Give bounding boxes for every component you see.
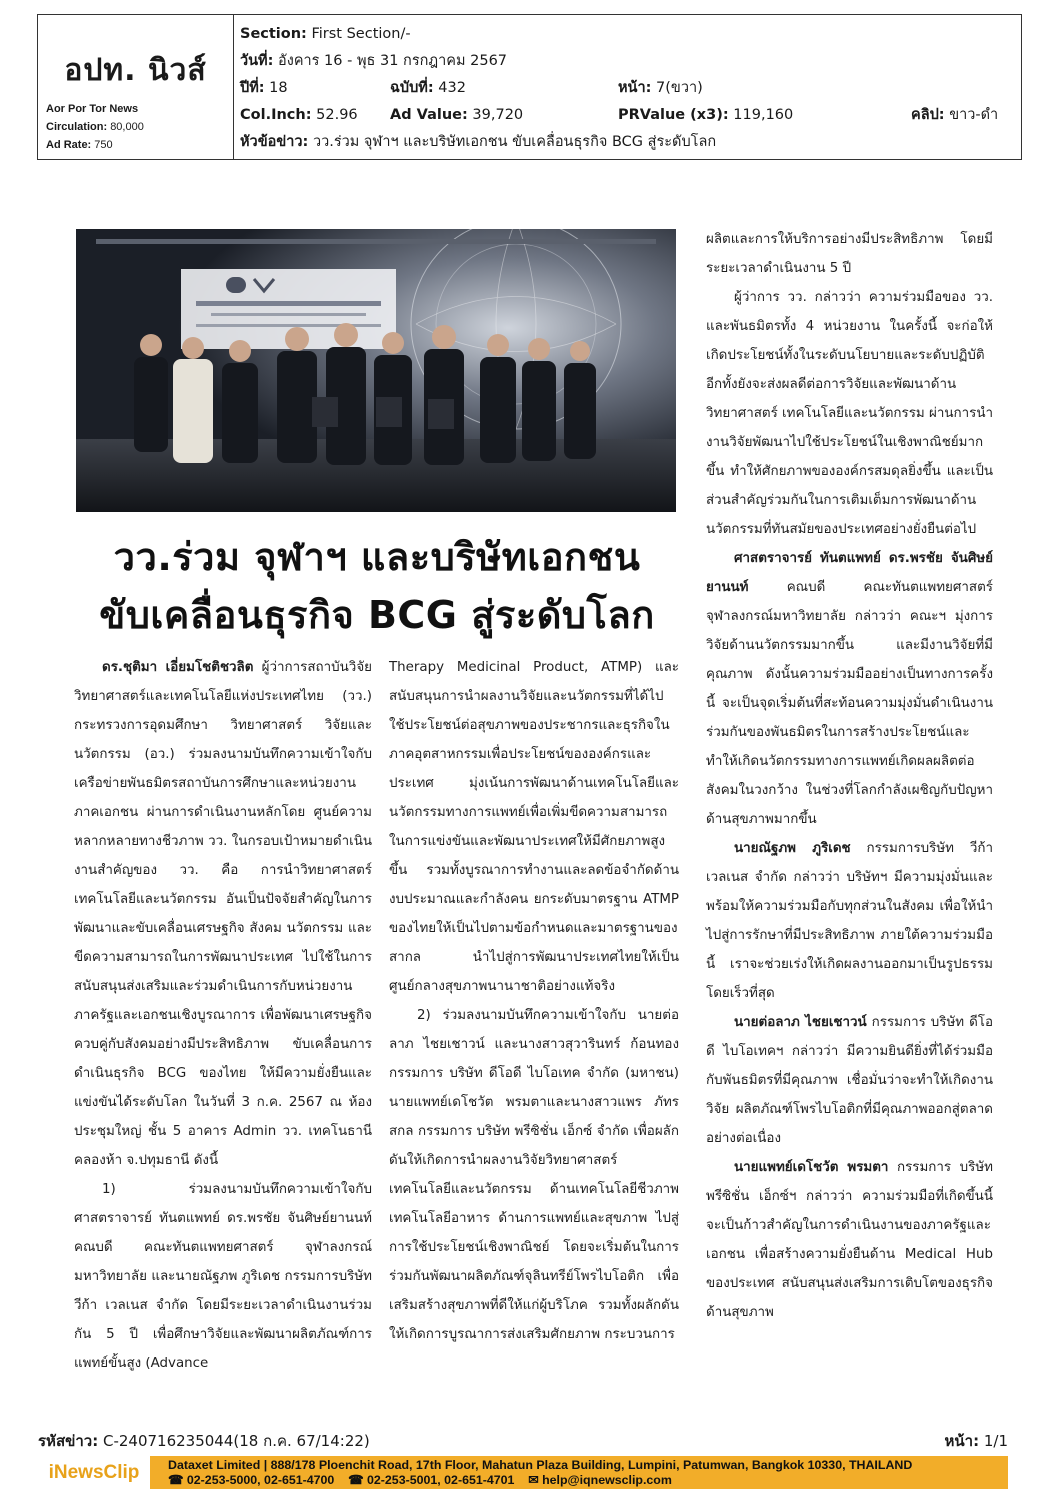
advalue-value: 39,720: [472, 107, 524, 123]
speaker-dod: นายต่อลาภ ไชยเชาวน์: [734, 1015, 867, 1030]
publication-meta: Aor Por Tor News Circulation: 80,000 Ad Rate: 750: [46, 103, 144, 151]
article-headline-line1: วว.ร่วม จุฬาฯ และบริษัทเอกชน: [113, 535, 641, 579]
publication-name: อปท. นิวส์: [64, 53, 207, 88]
section-value: First Section/-: [311, 26, 411, 42]
publication-block: [38, 15, 234, 159]
article-column-2: [389, 653, 679, 1349]
ad-rate-value: 750: [94, 139, 113, 151]
article-column-3: [706, 225, 993, 1327]
phone-icon: ☎: [168, 1473, 184, 1487]
company-phone: 02-253-5000, 02-651-4700: [186, 1473, 335, 1487]
company-email: help@iqnewsclip.com: [542, 1473, 672, 1487]
footer-bar: [38, 1456, 1008, 1489]
col2-paragraph-1: Therapy Medicinal Product, ATMP) และสนับสนุนการนำผลงานวิจัยและนวัตกรรมที่ได้ไปใช้ประโยชน์ต่อสุขภาพของประชากรและธุรกิจในภาคอุตสาหกรรมเพื่อประโยชน์ขององค์กรและประเทศ มุ่งเน้นการพัฒนาด้านเทคโนโลยีและนวัตกรรมทางการแพทย์เพื่อเพิ่มขีดความสามารถในการแข่งขันและพัฒนาประเทศให้มีศักยภาพสูงขึ้น รวมทั้งบูรณาการทำงานและลดข้อจำกัดด้านงบประมาณและกำลังคน ยกระดับมาตรฐาน ATMP ของไทยให้เป็นไปตามข้อกำหนดและมาตรฐานของสากล นำไปสู่การพัฒนาประเทศไทยให้เป็นศูนย์กลางสุขภาพนานาชาติอย่างแท้จริง: [389, 660, 679, 994]
date-value: อังคาร 16 - พุธ 31 กรกฎาคม 2567: [278, 53, 508, 69]
speaker-precision: นายแพทย์เดโชวัต พรมตา: [734, 1160, 889, 1175]
circulation-value: 80,000: [110, 121, 144, 133]
colinch-value: 52.96: [316, 107, 358, 123]
col3-paragraph-6: กรรมการ บริษัท พรีซิชั่น เอ็กซ์ฯ กล่าวว่า ความร่วมมือที่เกิดขึ้นนี้ จะเป็นก้าวสำคัญในการดำเนินงานของภาครัฐและเอกชน เพื่อสร้างความยั่งยืนด้าน Medical Hub ของประเทศ สนับสนุนส่งเสริมการเติบโตของธุรกิจด้านสุขภาพ: [706, 1160, 993, 1320]
clip-footer: รหัสข่าว: C-240716235044(18 ก.ค. 67/14:22) หน้า: 1/1: [38, 1432, 1008, 1450]
speaker-vega: นายณัฐภพ ภูริเดช: [734, 841, 851, 856]
company-address: Dataxet Limited | 888/178 Ploenchit Road, 17th Floor, Mahatun Plaza Building, Lumpini, Patumwan, Bangkok 10330, THAILAND: [168, 1458, 913, 1472]
article-headline-line2: ขับเคลื่อนธุรกิจ BCG สู่ระดับโลก: [99, 593, 655, 637]
headline-summary: วว.ร่วม จุฬาฯ และบริษัทเอกชน ขับเคลื่อนธุรกิจ BCG สู่ระดับโลก: [312, 134, 717, 150]
col1-paragraph-1: ผู้ว่าการสถาบันวิจัยวิทยาศาสตร์และเทคโนโลยีแห่งประเทศไทย (วว.) กระทรวงการอุดมศึกษา วิทยาศาสตร์ วิจัยและนวัตกรรม (อว.) ร่วมลงนามบันทึกความเข้าใจกับเครือข่ายพันธมิตรสถาบันการศึกษาและหน่วยงานภาคเอกชน ผ่านการดำเนินงานหลักโดย ศูนย์ความหลากหลายทางชีวภาพ วว. ในกรอบเป้าหมายดำเนินงานสำคัญของ วว. คือ การนำวิทยาศาสตร์ เทคโนโลยีและนวัตกรรม อันเป็นปัจจัยสำคัญในการพัฒนาและขับเคลื่อนเศรษฐกิจ สังคม นวัตกรรม และขีดความสามารถในการพัฒนาประเทศ ไปใช้ในการสนับสนุนส่งเสริมและร่วมดำเนินการกับหน่วยงานภาครัฐและเอกชนเชิงบูรณาการ เพื่อพัฒนาเศรษฐกิจควบคู่กับสังคมอย่างมีประสิทธิภาพ ขับเคลื่อนการดำเนินธุรกิจ BCG ของไทย ให้มีความยั่งยืนและแข่งขันได้ระดับโลก ในวันที่ 3 ก.ค. 2567 ณ ห้องประชุมใหญ่ ชั้น 5 อาคาร Admin วว. เทคโนธานี คลองห้า จ.ปทุมธานี ดังนี้: [74, 660, 373, 1168]
event-photo-graphic: [76, 229, 676, 512]
lead-name: ดร.ชุติมา เอี่ยมโชติชวลิต: [102, 660, 254, 675]
col1-paragraph-2: 1) ร่วมลงนามบันทึกความเข้าใจกับ ศาสตราจารย์ ทันตแพทย์ ดร.พรชัย จันศิษย์ยานนท์ คณบดี คณะทันตแพทยศาสตร์ จุฬาลงกรณ์มหาวิทยาลัย และนายณัฐภพ ภูริเดช กรรมการบริษัท วีก้า เวลเนส จำกัด โดยมีระยะเวลาดำเนินงานร่วมกัน 5 ปี เพื่อศึกษาวิจัยและพัฒนาผลิตภัณฑ์การแพทย์ขั้นสูง (Advance: [74, 1182, 372, 1371]
event-photo: [76, 229, 676, 512]
clip-value: ขาว-ดำ: [949, 107, 999, 123]
col3-paragraph-2: ผู้ว่าการ วว. กล่าวว่า ความร่วมมือของ วว. และพันธมิตรทั้ง 4 หน่วยงาน ในครั้งนี้ จะก่อให้เกิดประโยชน์ทั้งในระดับนโยบายและระดับปฏิบัติ อีกทั้งยังจะส่งผลดีต่อการวิจัยและพัฒนาด้านวิทยาศาสตร์ เทคโนโลยีและนวัตกรรม ผ่านการนำงานวิจัยพัฒนาไปใช้ประโยชน์ในเชิงพาณิชย์มากขึ้น ทำให้ศักยภาพขององค์กรสมดุลยิ่งขึ้น และเป็นส่วนสำคัญร่วมกันในการเติมเต็มการพัฒนาด้านนวัตกรรมที่ทันสมัยของประเทศอย่างยั่งยืนต่อไป: [706, 290, 993, 537]
company-info: [150, 1456, 1008, 1489]
col3-paragraph-4: กรรมการบริษัท วีก้า เวลเนส จำกัด กล่าวว่า บริษัทฯ มีความมุ่งมั่นและพร้อมให้ความร่วมมือกับทุกส่วนในสังคม เพื่อให้นำไปสู่การรักษาที่มีประสิทธิภาพ ภายใต้ความร่วมมือนี้ เราจะช่วยเร่งให้เกิดผลงานออกมาเป็นรูปธรรมโดยเร็วที่สุด: [706, 841, 993, 1001]
col3-paragraph-3: คณบดี คณะทันตแพทยศาสตร์ จุฬาลงกรณ์มหาวิทยาลัย กล่าวว่า คณะฯ มุ่งการวิจัยด้านนวัตกรรมมากขึ้น และมีงานวิจัยที่มีคุณภาพ ดังนั้นความร่วมมืออย่างเป็นทางการครั้งนี้ จะเป็นจุดเริ่มต้นที่สะท้อนความมุ่งมั่นดำเนินงานร่วมกันของพันธมิตรในการสร้างประโยชน์และทำให้เกิดนวัตกรรมทางการแพทย์เกิดผลผลิตต่อสังคมในวงกว้าง ในช่วงที่โลกกำลังเผชิญกับปัญหาด้านสุขภาพมากขึ้น: [706, 580, 993, 827]
year-value: 18: [269, 80, 288, 96]
page-value: 7(ขวา): [656, 80, 703, 96]
article-column-1: [74, 653, 372, 1378]
clip-header: [37, 14, 1022, 160]
col2-paragraph-2: 2) ร่วมลงนามบันทึกความเข้าใจกับ นายต่อลาภ ไชยเชาวน์ และนางสาวสุวารินทร์ ก้อนทอง กรรมการ บริษัท ดีโอดี ไบโอเทค จำกัด (มหาชน) นายแพทย์เดโชวัต พรมตาและนางสาวแพร ภัทรสกล กรรมการ บริษัท พรีซิชั่น เอ็กซ์ จำกัด เพื่อผลักดันให้เกิดการนำผลงานวิจัยวิทยาศาสตร์ เทคโนโลยีและนวัตกรรม ด้านเทคโนโลยีชีวภาพ เทคโนโลยีอาหาร ด้านการแพทย์และสุขภาพ ไปสู่การใช้ประโยชน์เชิงพาณิชย์ โดยจะเริ่มต้นในการร่วมกันพัฒนาผลิตภัณฑ์จุลินทรีย์โพรไบโอติก เพื่อเสริมสร้างสุขภาพที่ดีให้แก่ผู้บริโภค รวมทั้งผลักดันให้เกิดการบูรณาการส่งเสริมศักยภาพ กระบวนการ: [389, 1008, 679, 1342]
issue-value: 432: [438, 80, 466, 96]
company-fax: 02-253-5001, 02-651-4701: [367, 1473, 515, 1487]
newsclip-logo: iNewsClip: [38, 1456, 150, 1489]
prvalue-value: 119,160: [733, 107, 794, 123]
news-code: C-240716235044: [102, 1432, 234, 1450]
fax-icon: ☎: [348, 1473, 364, 1487]
col3-paragraph-5: กรรมการ บริษัท ดีโอดี ไบโอเทคฯ กล่าวว่า มีความยินดียิ่งที่ได้ร่วมมือกับพันธมิตรที่มีคุณภาพ เชื่อมั่นว่าจะทำให้เกิดงานวิจัย ผลิตภัณฑ์โพรไบโอติกที่มีคุณภาพออกสู่ตลาดอย่างต่อเนื่อง: [706, 1015, 993, 1146]
email-icon: ✉: [528, 1473, 539, 1487]
news-code-time: (18 ก.ค. 67/14:22): [233, 1432, 370, 1450]
clip-metadata: Section: First Section/- วันที่: อังคาร 16 - พุธ 31 กรกฎาคม 2567 ปีที่: 18 ฉบับที่: 432 หน้า: 7(ขวา) Col.Inch: 52.96 Ad Value: 39,720 PRValue (x3): 119,160 คลิป: ขาว-ดำ หัวข้อข่าว: วว.ร่วม จุฬาฯ และบริษัทเอกชน ขับเคลื่อนธุรกิจ BCG สู่ระดับโลก: [234, 15, 1021, 159]
news-name: Aor Por Tor News: [46, 103, 139, 115]
col3-paragraph-1: ผลิตและการให้บริการอย่างมีประสิทธิภาพ โดยมีระยะเวลาดำเนินงาน 5 ปี: [706, 232, 993, 276]
speaker-dean: ศาสตราจารย์ ทันตแพทย์ ดร.พรชัย จันศิษย์ยานนท์: [706, 551, 993, 595]
footer-page: 1/1: [983, 1432, 1008, 1450]
